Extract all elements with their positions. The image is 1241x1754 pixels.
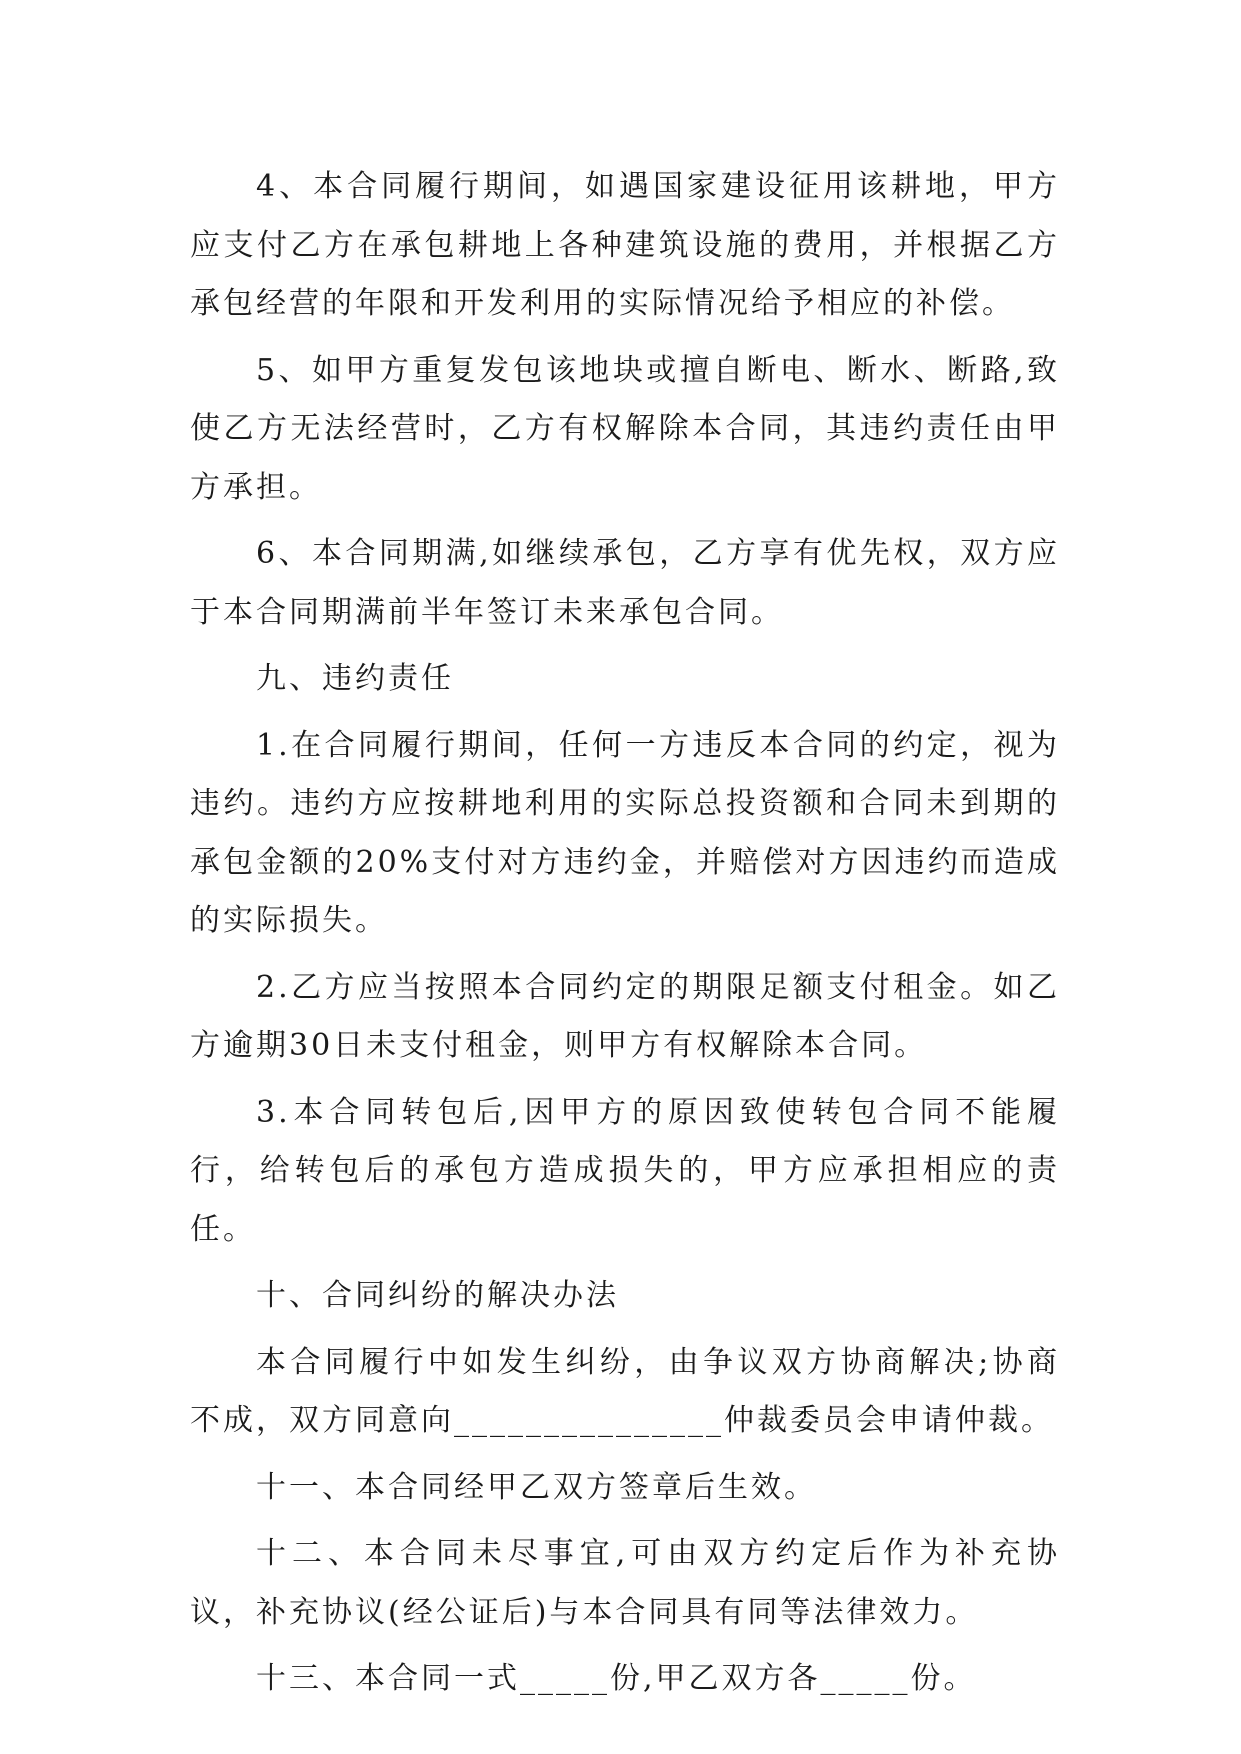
- clause-8-5: 5、如甲方重复发包该地块或擅自断电、断水、断路,致使乙方无法经营时，乙方有权解除本合同，其违约责任由甲方承担。: [190, 352, 1060, 505]
- clause-9-3: 3.本合同转包后,因甲方的原因致使转包合同不能履行，给转包后的承包方造成损失的，甲方应承担相应的责任。: [190, 1094, 1060, 1247]
- clause-10-body: 本合同履行中如发生纠纷，由争议双方协商解决;协商不成，双方同意向_______________仲裁委员会申请仲裁。: [190, 1344, 1060, 1438]
- section-13: 十三、本合同一式_____份,甲乙双方各_____份。: [256, 1661, 977, 1696]
- section-11: 十一、本合同经甲乙双方签章后生效。: [256, 1469, 817, 1505]
- clause-8-4: 4、本合同履行期间，如遇国家建设征用该耕地，甲方应支付乙方在承包耕地上各种建筑设施的费用，并根据乙方承包经营的年限和开发利用的实际情况给予相应的补偿。: [190, 169, 1060, 321]
- clause-8-6: 6、本合同期满,如继续承包，乙方享有优先权，双方应于本合同期满前半年签订未来承包合同。: [190, 536, 1060, 630]
- clause-9-1: 1.在合同履行期间，任何一方违反本合同的约定，视为违约。违约方应按耕地利用的实际总投资额和合同未到期的承包金额的20%支付对方违约金，并赔偿对方因违约而造成的实际损失。: [190, 727, 1060, 938]
- clause-9-2: 2.乙方应当按照本合同约定的期限足额支付租金。如乙方逾期30日未支付租金，则甲方有权解除本合同。: [190, 969, 1060, 1063]
- document-page: [190, 158, 1060, 1717]
- section-heading-9: 九、违约责任: [256, 661, 454, 696]
- section-12: 十二、本合同未尽事宜,可由双方约定后作为补充协议，补充协议(经公证后)与本合同具有同等法律效力。: [190, 1536, 1060, 1630]
- section-heading-10: 十、合同纠纷的解决办法: [256, 1278, 619, 1313]
